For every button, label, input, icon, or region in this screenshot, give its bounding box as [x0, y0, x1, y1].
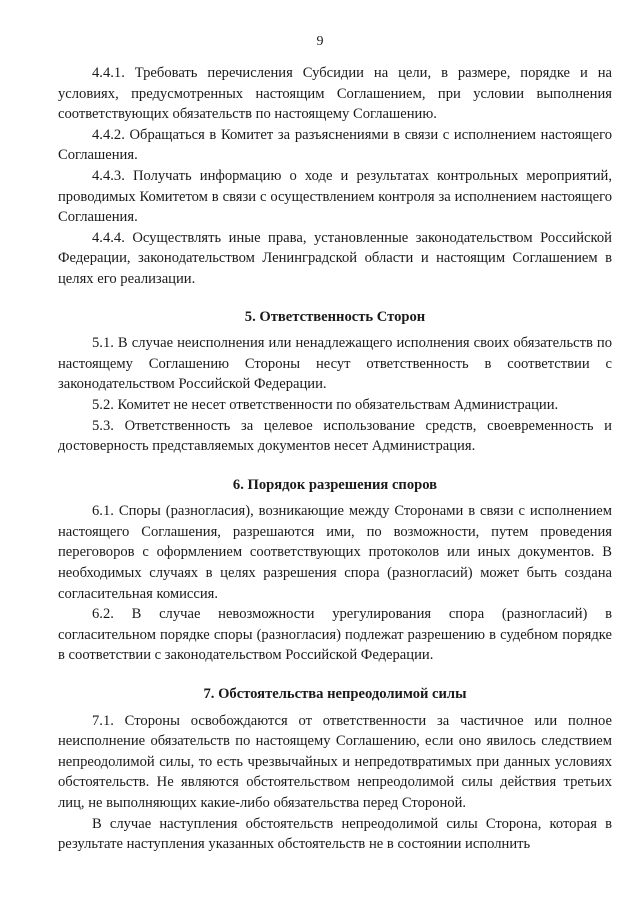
paragraph-6-1: 6.1. Споры (разногласия), возникающие между Сторонами в связи с исполнением настоящего Соглашения, разрешаются ими, по возможности, путем проведения переговоров с оформлением соответствующих протоколов или иных документов. В необходимых случаях в целях разрешения спора (разногласий) может быть создана согласительная комиссия.: [58, 503, 612, 602]
section-title: 7. Обстоятельства непреодолимой силы: [203, 686, 467, 703]
document-body: [58, 63, 612, 855]
paragraph-6-2: 6.2. В случае невозможности урегулирования спора (разногласий) в согласительном порядке споры (разногласия) подлежат разрешению в судебном порядке в соответствии с законодательством Российской Федерации.: [58, 606, 612, 664]
intro-block: [58, 63, 612, 290]
section-6: [58, 475, 612, 666]
paragraph-5-2: 5.2. Комитет не несет ответственности по обязательствам Администрации.: [92, 396, 559, 413]
section-title: 5. Ответственность Сторон: [244, 308, 426, 325]
paragraph-7-1: 7.1. Стороны освобождаются от ответственности за частичное или полное неисполнение обязательств по настоящему Соглашению, если оно явилось следствием непреодолимой силы, то есть чрезвычайных и непредотвратимых при данных условиях обстоятельств. Не являются обстоятельством непреодолимой силы действия третьих лиц, не выполняющих какие-либо обязательства перед Стороной.: [58, 712, 612, 811]
section-7: [58, 684, 612, 855]
paragraph-5-3: 5.3. Ответственность за целевое использование средств, своевременность и достоверность представляемых документов несет Администрация.: [58, 417, 612, 455]
page-number: 9: [316, 34, 324, 49]
section-title: 6. Порядок разрешения споров: [232, 476, 438, 493]
section-5: [58, 307, 612, 457]
paragraph-5-1: 5.1. В случае неисполнения или ненадлежащего исполнения своих обязательств по настоящему Соглашению Стороны несут ответственность в соответствии с законодательством Российской Федерации.: [58, 335, 612, 393]
paragraph-4-4-4: 4.4.4. Осуществлять иные права, установленные законодательством Российской Федерации, законодательством Ленинградской области и настоящим Соглашением в целях его реализации.: [58, 229, 612, 287]
paragraph-4-4-2: 4.4.2. Обращаться в Комитет за разъяснениями в связи с исполнением настоящего Соглашения.: [58, 126, 612, 164]
paragraph-4-4-3: 4.4.3. Получать информацию о ходе и результатах контрольных мероприятий, проводимых Комитетом в связи с осуществлением контроля за исполнением настоящего Соглашения.: [58, 167, 612, 226]
paragraph-4-4-1: 4.4.1. Требовать перечисления Субсидии на цели, в размере, порядке и на условиях, предусмотренных настоящим Соглашением, при условии выполнения соответствующих обязательств по настоящему Соглашению.: [58, 65, 612, 123]
paragraph-7-continuation: В случае наступления обстоятельств непреодолимой силы Сторона, которая в результате наступления указанных обстоятельств не в состоянии исполнить: [58, 815, 612, 853]
